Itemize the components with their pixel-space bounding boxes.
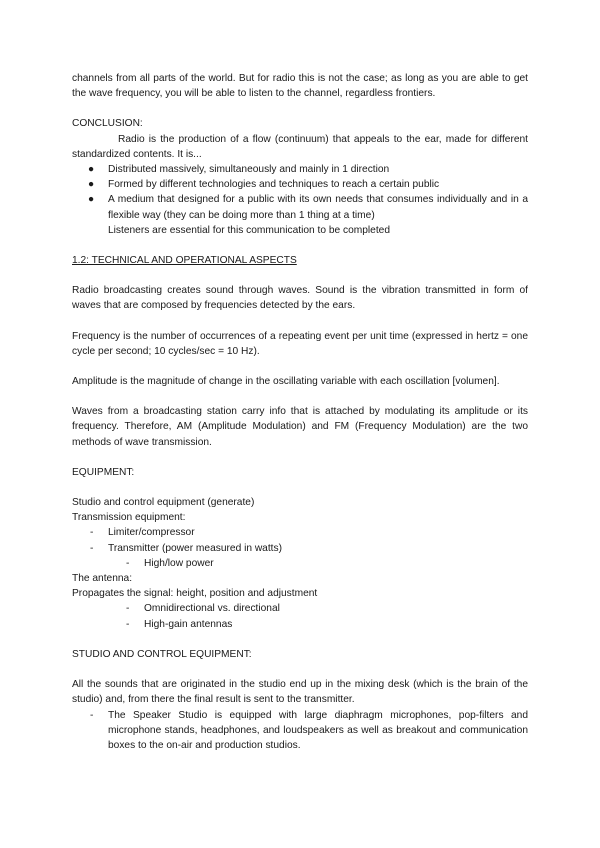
transmission-list bbox=[72, 525, 528, 555]
list-item: - High-gain antennas bbox=[72, 617, 528, 632]
intro-paragraph: channels from all parts of the world. But for radio this is not the case; as long as you are able to get the wave frequency, you will be able to listen to the channel, regardless frontiers. bbox=[72, 73, 528, 100]
equipment-line-antenna: The antenna: bbox=[72, 573, 133, 585]
dash-marker: - bbox=[126, 557, 130, 569]
document-body bbox=[72, 71, 528, 753]
dash-marker: - bbox=[126, 603, 130, 615]
studio-paragraph: All the sounds that are originated in the studio end up in the mixing desk (which is the brain of the studio) and, from there the final result is sent to the transmitter. bbox=[72, 679, 528, 706]
equipment-line-transmission: Transmission equipment: bbox=[72, 512, 186, 524]
conclusion-after-bullets: Listeners are essential for this communication to be completed bbox=[108, 224, 390, 236]
section-1-2-paragraph-2: Frequency is the number of occurrences of a repeating event per unit time (expressed in hertz = one cycle per second; 10 cycles/sec = 10 Hz). bbox=[72, 330, 528, 357]
list-item: - Omnidirectional vs. directional bbox=[72, 601, 528, 616]
list-item: - High/low power bbox=[72, 556, 528, 571]
transmitter-sub-list bbox=[72, 556, 528, 571]
dash-marker: - bbox=[126, 618, 130, 630]
list-item: ● Distributed massively, simultaneously and mainly in 1 direction bbox=[72, 162, 528, 177]
list-item: - Transmitter (power measured in watts) bbox=[72, 541, 528, 556]
equipment-heading: EQUIPMENT: bbox=[72, 466, 135, 478]
list-item: ● Formed by different technologies and techniques to reach a certain public bbox=[72, 177, 528, 192]
equipment-line-propagates: Propagates the signal: height, position and adjustment bbox=[72, 588, 318, 600]
section-1-2-paragraph-4: Waves from a broadcasting station carry info that is attached by modulating its amplitude or its frequency. Therefore, AM (Amplitude Modulation) and FM (Frequency Modulation) are the two methods of wave transmission. bbox=[72, 406, 528, 448]
bullet-icon: ● bbox=[88, 164, 95, 176]
list-item: - Limiter/compressor bbox=[72, 525, 528, 540]
conclusion-heading: CONCLUSION: bbox=[72, 118, 143, 130]
section-1-2-paragraph-3: Amplitude is the magnitude of change in the oscillating variable with each oscillation [volumen]. bbox=[72, 376, 500, 388]
studio-heading: STUDIO AND CONTROL EQUIPMENT: bbox=[72, 648, 252, 660]
dash-marker: - bbox=[90, 527, 94, 539]
studio-list bbox=[72, 708, 528, 754]
bullet-icon: ● bbox=[88, 179, 95, 191]
equipment-line-studio: Studio and control equipment (generate) bbox=[72, 497, 255, 509]
section-1-2-heading: 1.2: TECHNICAL AND OPERATIONAL ASPECTS bbox=[72, 255, 297, 267]
section-1-2-paragraph-1: Radio broadcasting creates sound through waves. Sound is the vibration transmitted in form of waves that are composed by frequencies detected by the ears. bbox=[72, 285, 528, 312]
bullet-icon: ● bbox=[88, 194, 95, 206]
antenna-sub-list bbox=[72, 601, 528, 631]
conclusion-text: Radio is the production of a flow (continuum) that appeals to the ear, made for different standardized contents. It is... bbox=[72, 133, 528, 160]
list-item: ● A medium that designed for a public with its own needs that consumes individually and in a flexible way (they can be doing more than 1 thing at a time) bbox=[88, 194, 528, 221]
dash-marker: - bbox=[90, 542, 94, 554]
list-item: - The Speaker Studio is equipped with large diaphragm microphones, pop-filters and microphone stands, headphones, and loudspeakers as well as breakout and communication boxes to the on-air and production studios. bbox=[90, 709, 528, 751]
conclusion-bullet-list bbox=[72, 162, 528, 223]
dash-marker: - bbox=[90, 709, 94, 721]
